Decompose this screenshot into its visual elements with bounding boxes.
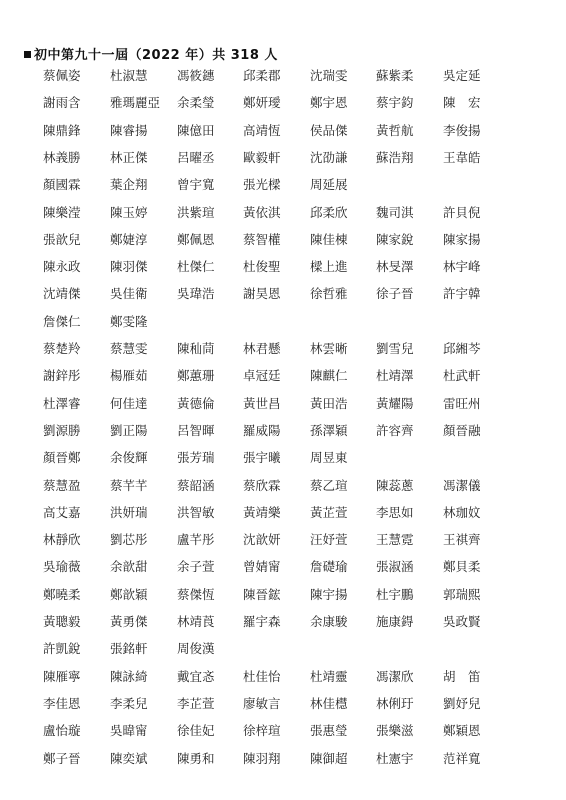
student-name: 余康駿 xyxy=(310,614,348,629)
student-name: 王祺齊 xyxy=(443,532,481,548)
student-name: 陳家銳 xyxy=(376,231,414,247)
student-name: 鄭蕙珊 xyxy=(177,368,215,384)
student-name: 杜靖靈 xyxy=(310,668,348,684)
student-name: 陳秈茼 xyxy=(177,341,215,356)
student-name: 鄭穎恩 xyxy=(443,723,481,739)
square-bullet-icon xyxy=(24,51,31,58)
student-name: 陳奕斌 xyxy=(110,750,148,766)
name-row xyxy=(0,339,566,359)
student-name: 余子萱 xyxy=(177,559,215,575)
student-name: 盧怡璇 xyxy=(43,723,81,739)
student-name: 張惠瑩 xyxy=(310,723,348,739)
student-name: 歐毅軒 xyxy=(243,149,281,165)
student-name: 蔡智權 xyxy=(243,231,281,247)
student-name: 劉雪兒 xyxy=(376,341,414,356)
student-name: 吳政賢 xyxy=(443,614,481,629)
student-name: 杜俊聖 xyxy=(243,259,281,275)
student-name: 洪紫瑄 xyxy=(177,204,215,220)
student-name: 鄭雯隆 xyxy=(110,313,148,329)
student-name: 陳雁寧 xyxy=(43,668,81,684)
student-name: 謝昊恩 xyxy=(243,286,281,302)
student-name: 陳玉婷 xyxy=(110,204,148,220)
student-name: 鄭佩恩 xyxy=(177,231,215,247)
student-name: 鄭歆穎 xyxy=(110,586,148,602)
name-row xyxy=(0,257,566,277)
student-name: 許宇韓 xyxy=(443,286,481,302)
student-name: 吳瑋浩 xyxy=(177,286,215,302)
name-row xyxy=(0,585,566,605)
student-name: 雷旺州 xyxy=(443,395,481,411)
student-name: 魏司淇 xyxy=(376,204,414,220)
name-row xyxy=(0,749,566,769)
student-name: 鄭子晉 xyxy=(43,750,81,766)
student-name: 王慧霓 xyxy=(376,532,414,548)
student-name: 許容齊 xyxy=(376,422,414,438)
student-name: 杜憲宇 xyxy=(376,750,414,766)
name-row xyxy=(0,530,566,550)
student-name: 呂曜丞 xyxy=(177,149,215,165)
student-name: 沈瑞雯 xyxy=(310,68,348,83)
student-name: 吳暐甯 xyxy=(110,723,148,739)
student-name: 林佳櫘 xyxy=(310,695,348,711)
name-row xyxy=(0,175,566,195)
student-name: 羅威陽 xyxy=(243,422,281,438)
name-row xyxy=(0,312,566,332)
student-name: 李思如 xyxy=(376,504,414,520)
student-name: 洪妍瑞 xyxy=(110,504,148,520)
student-name: 林旻澤 xyxy=(376,259,414,275)
student-name: 雅瑪麗亞 xyxy=(110,95,161,111)
student-name: 劉正陽 xyxy=(110,422,148,438)
student-name: 林正傑 xyxy=(110,149,148,165)
student-name: 杜靖澤 xyxy=(376,368,414,384)
student-name: 陳宇揚 xyxy=(310,586,348,602)
student-name: 葉企翔 xyxy=(110,177,148,193)
student-name: 陳億田 xyxy=(177,122,215,138)
student-name: 汪妤萱 xyxy=(310,532,348,548)
name-row xyxy=(0,66,566,86)
name-row xyxy=(0,639,566,659)
student-name: 周延展 xyxy=(310,177,348,193)
student-name: 馮潔欣 xyxy=(376,668,414,684)
student-name: 陳蕊蔥 xyxy=(376,477,414,493)
name-row xyxy=(0,694,566,714)
student-name: 周俊漢 xyxy=(177,641,215,657)
heading-text: 初中第九十一屆（2022 年）共 318 人 xyxy=(34,48,278,63)
student-name: 馮潔儀 xyxy=(443,477,481,493)
student-name: 曾婧甯 xyxy=(243,559,281,575)
student-name: 黃德倫 xyxy=(177,395,215,411)
student-name: 沈歆妍 xyxy=(243,532,281,548)
student-name: 侯品傑 xyxy=(310,122,348,138)
student-name: 蔡韶涵 xyxy=(177,477,215,493)
name-row xyxy=(0,394,566,414)
student-name: 張歆兒 xyxy=(43,231,81,247)
student-name: 陳詠綺 xyxy=(110,668,148,684)
student-name: 鄭曉柔 xyxy=(43,586,81,602)
student-name: 施康鍀 xyxy=(376,614,414,629)
student-name: 黃耀陽 xyxy=(376,395,414,411)
student-name: 楊雁茹 xyxy=(110,368,148,384)
student-name: 馮筱鏸 xyxy=(177,68,215,83)
student-name: 許凱銳 xyxy=(43,641,81,657)
student-name: 杜澤睿 xyxy=(43,395,81,411)
student-name: 杜武軒 xyxy=(443,368,481,384)
student-name: 謝鋅彤 xyxy=(43,368,81,384)
student-name: 劉源勝 xyxy=(43,422,81,438)
student-name: 蔡慧雯 xyxy=(110,341,148,356)
student-name: 卓冠廷 xyxy=(243,368,281,384)
student-name: 顏晉鄭 xyxy=(43,450,81,466)
name-row xyxy=(0,421,566,441)
student-name: 高靖恆 xyxy=(243,122,281,138)
student-name: 蔡芊芊 xyxy=(110,477,148,493)
student-name: 黃靖樂 xyxy=(243,504,281,520)
student-name: 蔡乙瑄 xyxy=(310,477,348,493)
student-name: 曾宇寬 xyxy=(177,177,215,193)
section-heading xyxy=(24,44,278,63)
student-name: 劉芯彤 xyxy=(110,532,148,548)
student-name: 盧芊彤 xyxy=(177,532,215,548)
student-name: 余俊輝 xyxy=(110,450,148,466)
student-name: 孫澤穎 xyxy=(310,422,348,438)
student-name: 鄭宇恩 xyxy=(310,95,348,111)
student-name: 詹傑仁 xyxy=(43,313,81,329)
student-name: 陳永政 xyxy=(43,259,81,275)
student-name: 陳鼎鋒 xyxy=(43,122,81,138)
student-name: 李佳恩 xyxy=(43,695,81,711)
student-name: 羅宇森 xyxy=(243,614,281,629)
student-name: 徐子晉 xyxy=(376,286,414,302)
student-name: 林雲晰 xyxy=(310,341,348,356)
name-row xyxy=(0,448,566,468)
student-name: 徐梓瑄 xyxy=(243,723,281,739)
student-name: 蘇浩翔 xyxy=(376,149,414,165)
name-row xyxy=(0,612,566,632)
student-name: 鄭妍璦 xyxy=(243,95,281,111)
student-name: 黃田浩 xyxy=(310,395,348,411)
student-name: 陳御超 xyxy=(310,750,348,766)
student-name: 王韋皓 xyxy=(443,149,481,165)
student-name: 顏晉融 xyxy=(443,422,481,438)
student-name: 樑上進 xyxy=(310,259,348,275)
student-name: 林宇峰 xyxy=(443,259,481,275)
student-name: 吳定延 xyxy=(443,68,481,83)
student-name: 林珈妏 xyxy=(443,504,481,520)
student-name: 洪智敏 xyxy=(177,504,215,520)
name-row xyxy=(0,667,566,687)
student-name: 李柔兒 xyxy=(110,695,148,711)
student-name: 林靖莨 xyxy=(177,614,215,629)
student-name: 高艾嘉 xyxy=(43,504,81,520)
name-row xyxy=(0,557,566,577)
student-name: 蔡傑恆 xyxy=(177,586,215,602)
student-name: 陳佳棟 xyxy=(310,231,348,247)
student-name: 陳羽翔 xyxy=(243,750,281,766)
student-name: 邱柔欣 xyxy=(310,204,348,220)
student-name: 吳瑜薇 xyxy=(43,559,81,575)
name-row xyxy=(0,203,566,223)
student-name: 蔡宇鈞 xyxy=(376,95,414,111)
student-name: 張宇曦 xyxy=(243,450,281,466)
student-name: 周昱東 xyxy=(310,450,348,466)
student-name: 徐哲雅 xyxy=(310,286,348,302)
student-name: 陳 宏 xyxy=(443,95,481,111)
name-row xyxy=(0,230,566,250)
student-name: 黃世昌 xyxy=(243,395,281,411)
student-name: 杜傑仁 xyxy=(177,259,215,275)
student-name: 徐佳妃 xyxy=(177,723,215,739)
student-name: 杜淑慧 xyxy=(110,68,148,83)
student-name: 蔡楚羚 xyxy=(43,341,81,356)
student-name: 林君懸 xyxy=(243,341,281,356)
student-name: 蔡佩姿 xyxy=(43,68,81,83)
student-name: 黃勇傑 xyxy=(110,614,148,629)
student-name: 邱緗芩 xyxy=(443,341,481,356)
student-name: 余柔瑩 xyxy=(177,95,215,111)
name-row xyxy=(0,503,566,523)
name-row xyxy=(0,121,566,141)
student-name: 余歆甜 xyxy=(110,559,148,575)
student-name: 杜宇鵬 xyxy=(376,586,414,602)
student-name: 胡 笛 xyxy=(443,668,481,684)
student-name: 陳勇和 xyxy=(177,750,215,766)
student-name: 許貝倪 xyxy=(443,204,481,220)
student-name: 戴宜忞 xyxy=(177,668,215,684)
student-name: 陳睿揚 xyxy=(110,122,148,138)
student-name: 沈靖傑 xyxy=(43,286,81,302)
student-name: 沈劭謙 xyxy=(310,149,348,165)
student-name: 蘇紫柔 xyxy=(376,68,414,83)
student-name: 陳麒仁 xyxy=(310,368,348,384)
student-name: 林俐玗 xyxy=(376,695,414,711)
student-name: 顏國霖 xyxy=(43,177,81,193)
student-name: 張樂滋 xyxy=(376,723,414,739)
student-name: 張銘軒 xyxy=(110,641,148,657)
student-name: 林靜欣 xyxy=(43,532,81,548)
student-name: 李芷萱 xyxy=(177,695,215,711)
student-name: 黃哲航 xyxy=(376,122,414,138)
student-name: 張淑涵 xyxy=(376,559,414,575)
student-name: 林義勝 xyxy=(43,149,81,165)
student-name: 呂智暉 xyxy=(177,422,215,438)
student-name: 蔡慧盈 xyxy=(43,477,81,493)
student-name: 李俊揚 xyxy=(443,122,481,138)
student-name: 邱柔郡 xyxy=(243,68,281,83)
student-name: 陳晉鋐 xyxy=(243,586,281,602)
student-name: 廖敏言 xyxy=(243,695,281,711)
student-name: 鄭貝柔 xyxy=(443,559,481,575)
student-name: 范祥寬 xyxy=(443,750,481,766)
student-name: 詹礎瑜 xyxy=(310,559,348,575)
student-name: 陳羽傑 xyxy=(110,259,148,275)
student-name: 黃依淇 xyxy=(243,204,281,220)
student-name: 何佳達 xyxy=(110,395,148,411)
student-name: 蔡欣霖 xyxy=(243,477,281,493)
student-name: 郭瑞熙 xyxy=(443,586,481,602)
student-name: 杜佳怡 xyxy=(243,668,281,684)
student-name: 吳佳衛 xyxy=(110,286,148,302)
name-row xyxy=(0,721,566,741)
student-name: 張光樑 xyxy=(243,177,281,193)
student-name: 劉妤兒 xyxy=(443,695,481,711)
name-row xyxy=(0,93,566,113)
name-row xyxy=(0,148,566,168)
name-row xyxy=(0,366,566,386)
student-name: 黃芷萱 xyxy=(310,504,348,520)
student-name: 陳樂滢 xyxy=(43,204,81,220)
student-name: 黃聰毅 xyxy=(43,614,81,629)
name-row xyxy=(0,284,566,304)
student-name: 張芳瑞 xyxy=(177,450,215,466)
student-name: 陳家揚 xyxy=(443,231,481,247)
name-row xyxy=(0,476,566,496)
student-name: 謝雨含 xyxy=(43,95,81,111)
student-name: 鄭婕淳 xyxy=(110,231,148,247)
